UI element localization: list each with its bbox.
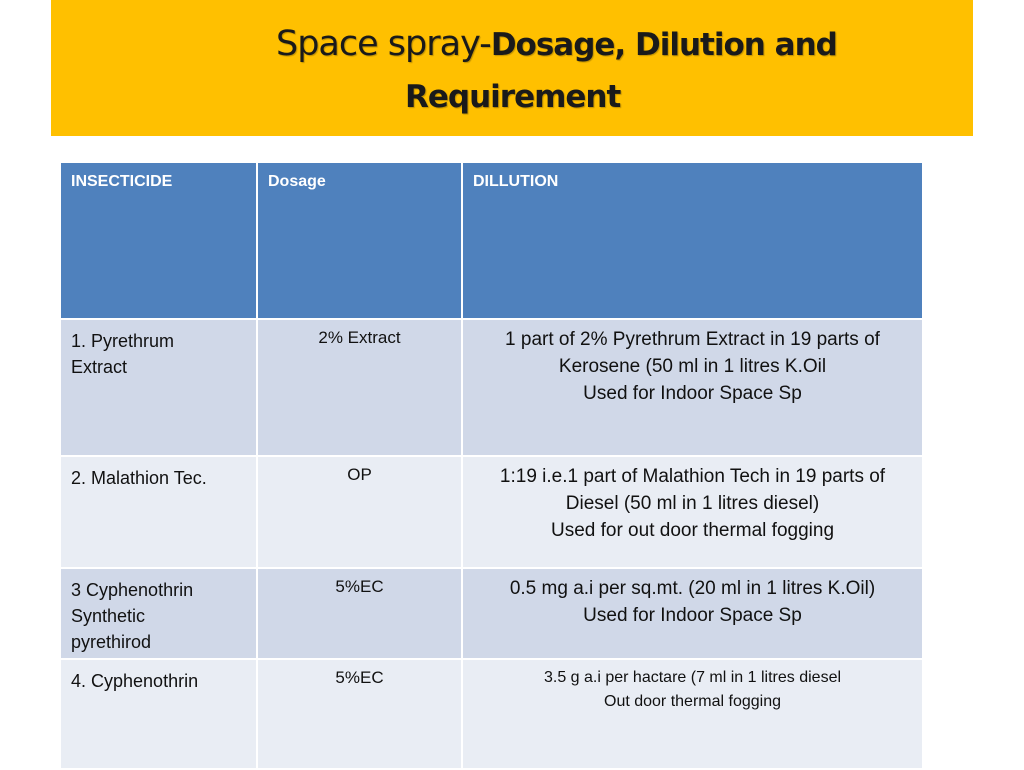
table-row	[60, 568, 923, 659]
table-row	[60, 319, 923, 456]
cell-line: Kerosene (50 ml in 1 litres K.Oil	[558, 356, 827, 377]
insecticide-cell	[60, 456, 257, 568]
dilution-cell	[462, 659, 923, 769]
cell-line: 2. Malathion Tec.	[71, 468, 207, 488]
title-banner	[51, 0, 973, 136]
cell-line: 1:19 i.e.1 part of Malathion Tech in 19 parts of	[499, 466, 886, 487]
cell-line: pyrethirod	[71, 632, 152, 652]
cell-line: 0.5 mg a.i per sq.mt. (20 ml in 1 litres K.Oil)	[509, 578, 876, 599]
title-part2: Dosage, Dilution and	[490, 27, 837, 63]
cell-line: Diesel (50 ml in 1 litres diesel)	[565, 493, 820, 514]
cell-line: Extract	[71, 357, 128, 377]
dilution-cell	[462, 319, 923, 456]
header-dilution: DILLUTION	[462, 162, 923, 319]
page-title	[276, 24, 837, 64]
insecticide-table	[59, 161, 924, 770]
cell-line: Used for out door thermal fogging	[550, 520, 835, 541]
header-insecticide: INSECTICIDE	[60, 162, 257, 319]
cell-line: 3 Cyphenothrin	[71, 580, 194, 600]
page-title-line2: Requirement	[405, 79, 621, 115]
insecticide-cell	[60, 319, 257, 456]
insecticide-cell	[60, 659, 257, 769]
dosage-cell: OP	[257, 456, 462, 568]
cell-line: Used for Indoor Space Sp	[583, 605, 802, 626]
dosage-cell: 5%EC	[257, 568, 462, 659]
table-row	[60, 659, 923, 769]
cell-line: 1. Pyrethrum	[71, 331, 175, 351]
table-row	[60, 456, 923, 568]
title-part1: Space spray-	[276, 24, 491, 64]
cell-line: Synthetic	[71, 606, 146, 626]
dosage-cell: 2% Extract	[257, 319, 462, 456]
cell-line: 3.5 g a.i per hactare (7 ml in 1 litres diesel	[543, 669, 842, 686]
header-dosage: Dosage	[257, 162, 462, 319]
cell-line: Used for Indoor Space Sp	[583, 383, 802, 404]
dilution-cell	[462, 456, 923, 568]
dilution-cell	[462, 568, 923, 659]
dosage-cell: 5%EC	[257, 659, 462, 769]
insecticide-cell	[60, 568, 257, 659]
cell-line: 4. Cyphenothrin	[71, 671, 199, 691]
cell-line: Out door thermal fogging	[604, 693, 781, 710]
cell-line: 1 part of 2% Pyrethrum Extract in 19 parts of	[505, 329, 880, 350]
table-header-row	[60, 162, 923, 319]
